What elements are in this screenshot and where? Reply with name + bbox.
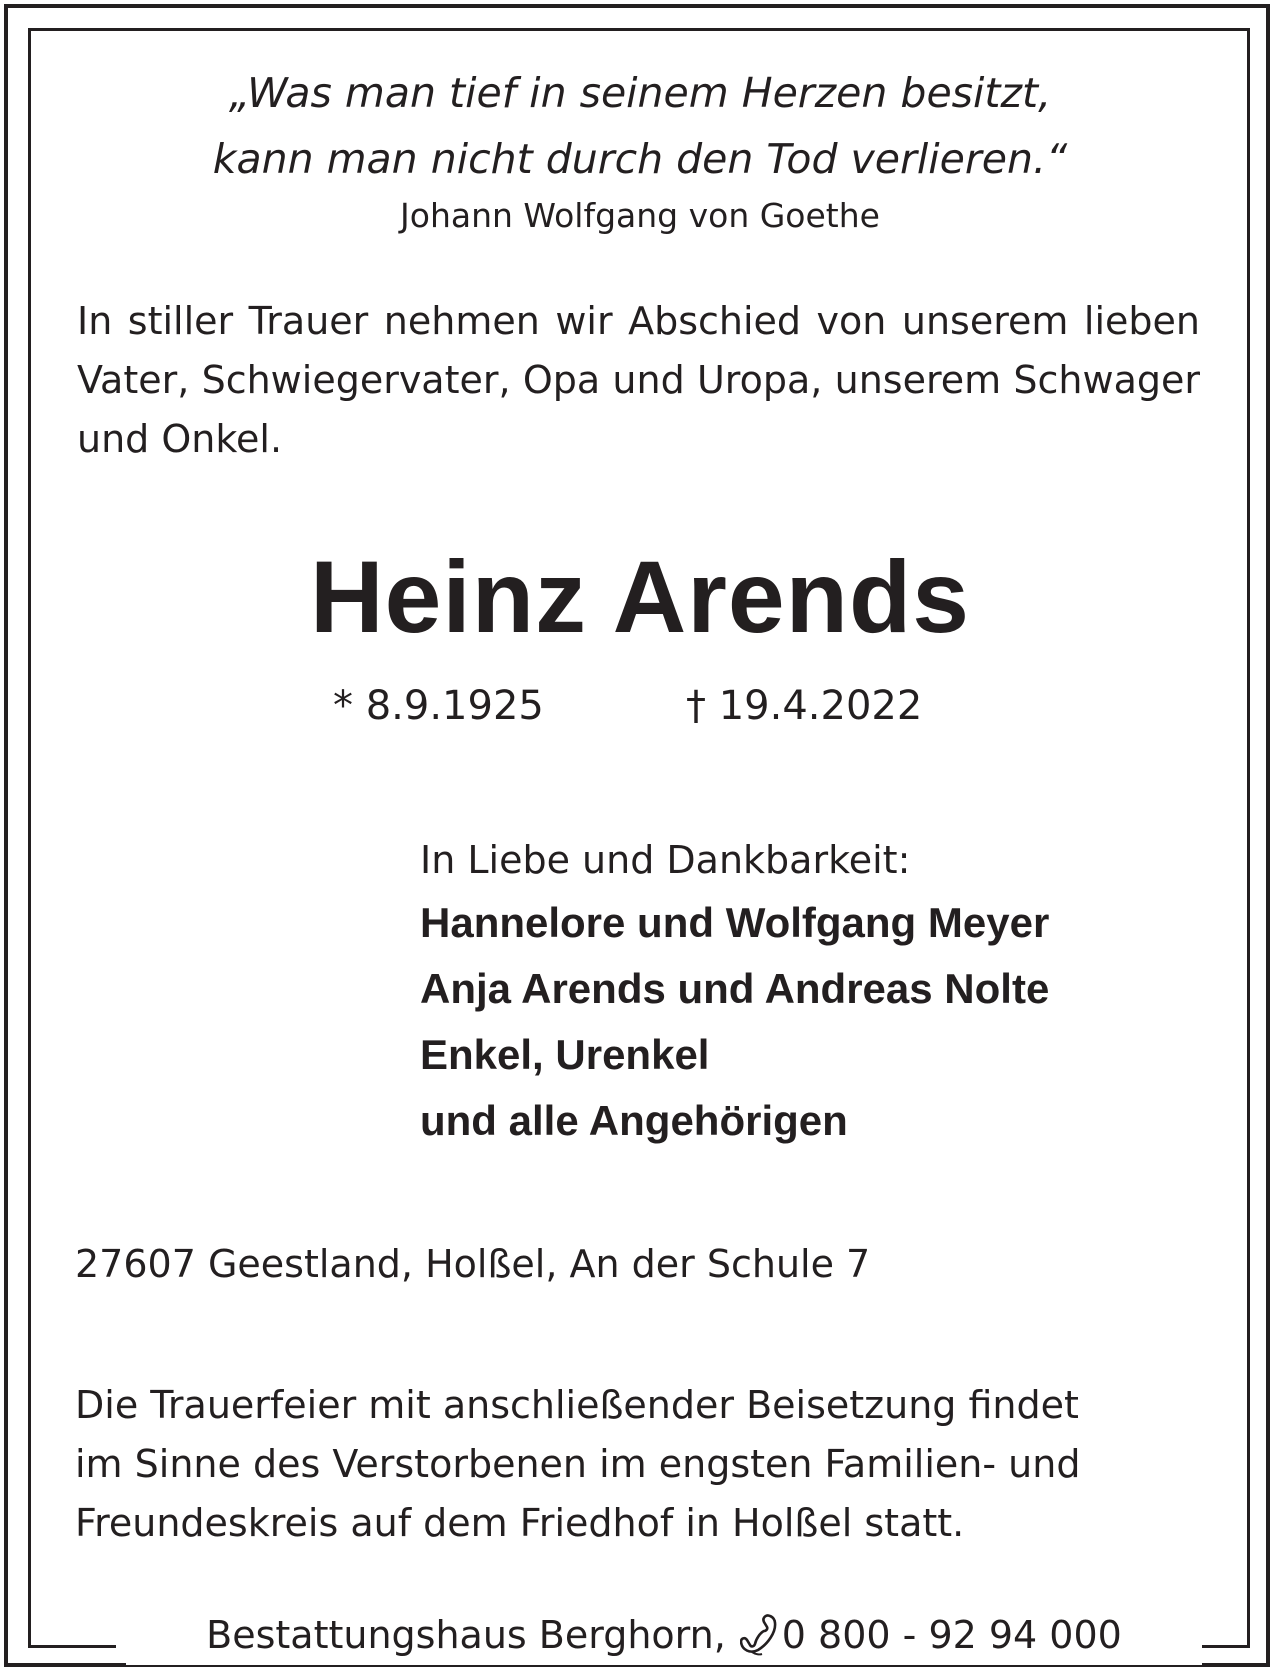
mourners-intro: In Liebe und Dankbarkeit: — [420, 838, 911, 882]
mourners-list — [420, 890, 1250, 1154]
quote-line-2: kann man nicht durch den Tod verlieren.“ — [212, 135, 1068, 183]
quote-line-1: „Was man tief in seinem Herzen besitzt, — [228, 69, 1052, 117]
footer — [126, 1605, 1202, 1665]
birth-date: * 8.9.1925 — [333, 683, 544, 729]
mourner-line: Enkel, Urenkel — [420, 1031, 710, 1078]
ceremony-line-3: Freundeskreis auf dem Friedhof in Holßel statt. — [75, 1501, 965, 1545]
intro-text: In stiller Trauer nehmen wir Abschied von unserem lieben Vater, Schwiegervater, Opa und Uropa, unserem Schwager und Onkel. — [77, 299, 1200, 461]
mourner-line: Hannelore und Wolfgang Meyer — [420, 899, 1050, 946]
ceremony-line-1: Die Trauerfeier mit anschließender Beisetzung findet — [75, 1383, 1079, 1427]
ceremony-line-2: im Sinne des Verstorbenen im engsten Familien- und — [75, 1442, 1081, 1486]
mourner-line: und alle Angehörigen — [420, 1097, 848, 1144]
phone-number[interactable]: 0 800 - 92 94 000 — [781, 1613, 1122, 1657]
ceremony-text — [75, 1376, 1225, 1553]
address: 27607 Geestland, Holßel, An der Schule 7 — [75, 1242, 871, 1286]
quote-author: Johann Wolfgang von Goethe — [400, 196, 880, 235]
mourner-line: Anja Arends und Andreas Nolte — [420, 965, 1050, 1012]
deceased-name: Heinz Arends — [309, 540, 970, 654]
goethe-quote — [60, 60, 1220, 192]
funeral-home-name: Bestattungshaus Berghorn, — [206, 1613, 726, 1657]
death-date: † 19.4.2022 — [686, 683, 923, 729]
bottom-rule-left — [28, 1645, 116, 1648]
bottom-rule-right — [1202, 1645, 1250, 1648]
phone-icon — [740, 1612, 780, 1656]
